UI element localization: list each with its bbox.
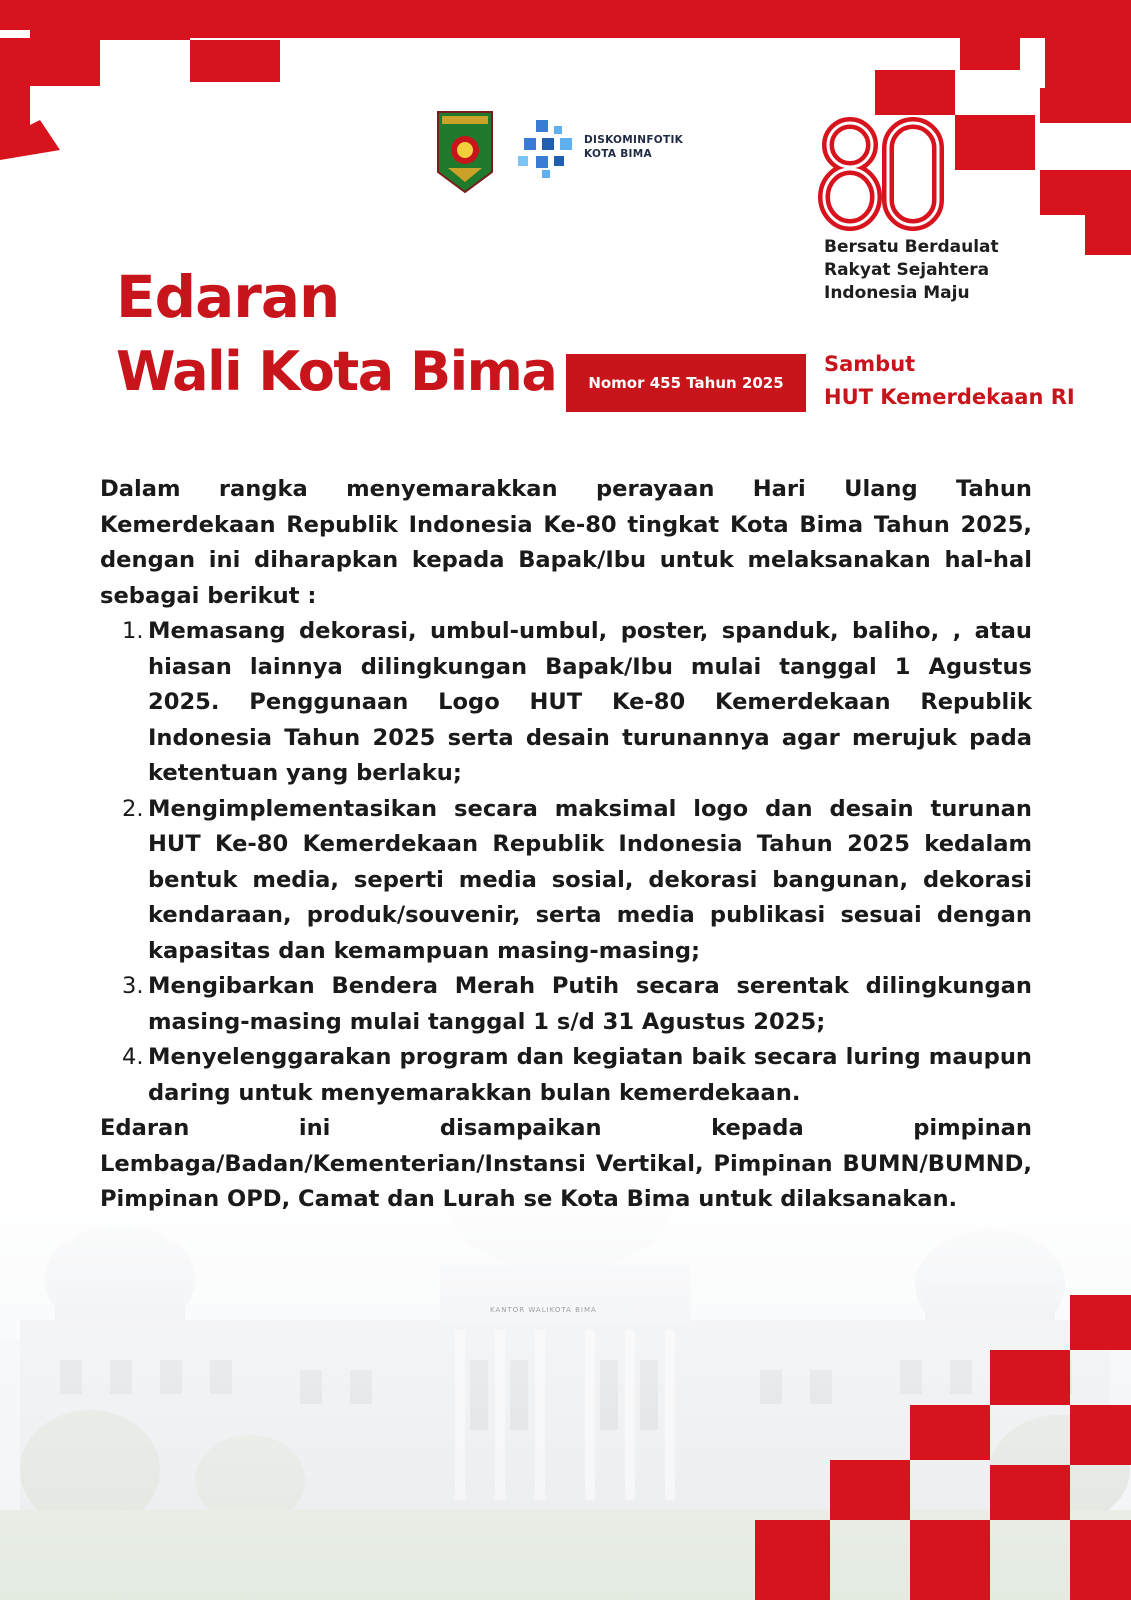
page-title-line2: Wali Kota Bima bbox=[116, 340, 557, 403]
walikota-office-building-photo bbox=[0, 1170, 1131, 1600]
list-item bbox=[100, 969, 1032, 1040]
circular-body bbox=[100, 472, 1032, 1218]
building-sign: KANTOR WALIKOTA BIMA bbox=[490, 1306, 597, 1314]
list-item-number: 1. bbox=[122, 618, 144, 644]
tagline-line3: Indonesia Maju bbox=[824, 283, 970, 303]
diskominfotik-pixel-icon bbox=[518, 120, 578, 180]
diskominfotik-line1: DISKOMINFOTIK bbox=[584, 134, 684, 146]
list-item-text: Mengimplementasikan secara maksimal logo dan desain turunan HUT Ke-80 Kemerdekaan Republik Indonesia Tahun 2025 kedalam bentuk media, seperti media sosial, dekorasi bangunan, dekorasi kendaraan, produk/souvenir, serta media publikasi sesuai dengan kapasitas dan kemampuan masing-masing; bbox=[148, 795, 1032, 964]
sambut-subtitle bbox=[824, 348, 1075, 414]
list-item bbox=[100, 614, 1032, 792]
nomor-badge: Nomor 455 Tahun 2025 bbox=[566, 354, 806, 412]
page-title-line1: Edaran bbox=[116, 263, 340, 331]
sambut-line1: Sambut bbox=[824, 352, 916, 376]
hut-80-logo-icon bbox=[818, 115, 948, 233]
kota-bima-crest-icon bbox=[436, 110, 494, 194]
tagline-line2: Rakyat Sejahtera bbox=[824, 260, 990, 280]
intro-paragraph: Dalam rangka menyemarakkan perayaan Hari Ulang Tahun Kemerdekaan Republik Indonesia Ke-80 tingkat Kota Bima Tahun 2025, dengan ini diharapkan kepada Bapak/Ibu untuk melaksanakan hal-hal sebagai berikut : bbox=[100, 476, 1032, 609]
list-item-text: Menyelenggarakan program dan kegiatan baik secara luring maupun daring untuk menyemarakkan bulan kemerdekaan. bbox=[148, 1044, 1032, 1106]
list-item-text: Mengibarkan Bendera Merah Putih secara serentak dilingkungan masing-masing mulai tanggal 1 s/d 31 Agustus 2025; bbox=[148, 973, 1032, 1035]
list-item-number: 3. bbox=[122, 973, 144, 999]
list-item-text: Memasang dekorasi, umbul-umbul, poster, spanduk, baliho, , atau hiasan lainnya dilingkungan Bapak/Ibu mulai tanggal 1 Agustus 2025. Penggunaan Logo HUT Ke-80 Kemerdekaan Republik Indonesia Tahun 2025 serta desain turunannya agar merujuk pada ketentuan yang berlaku; bbox=[148, 618, 1032, 786]
instruction-list bbox=[100, 614, 1032, 1111]
sambut-line2: HUT Kemerdekaan RI bbox=[824, 385, 1075, 409]
list-item bbox=[100, 1040, 1032, 1111]
diskominfotik-line2: KOTA BIMA bbox=[584, 148, 652, 160]
diskominfotik-label bbox=[584, 133, 683, 161]
list-item bbox=[100, 792, 1032, 970]
hut-80-tagline bbox=[824, 236, 999, 305]
closing-paragraph: Edaran ini disampaikan kepada pimpinan Lembaga/Badan/Kementerian/Instansi Vertikal, Pimpinan BUMN/BUMND, Pimpinan OPD, Camat dan Lurah se Kota Bima untuk dilaksanakan. bbox=[100, 1115, 1032, 1212]
tagline-line1: Bersatu Berdaulat bbox=[824, 237, 999, 257]
list-item-number: 4. bbox=[122, 1044, 144, 1070]
list-item-number: 2. bbox=[122, 795, 144, 822]
